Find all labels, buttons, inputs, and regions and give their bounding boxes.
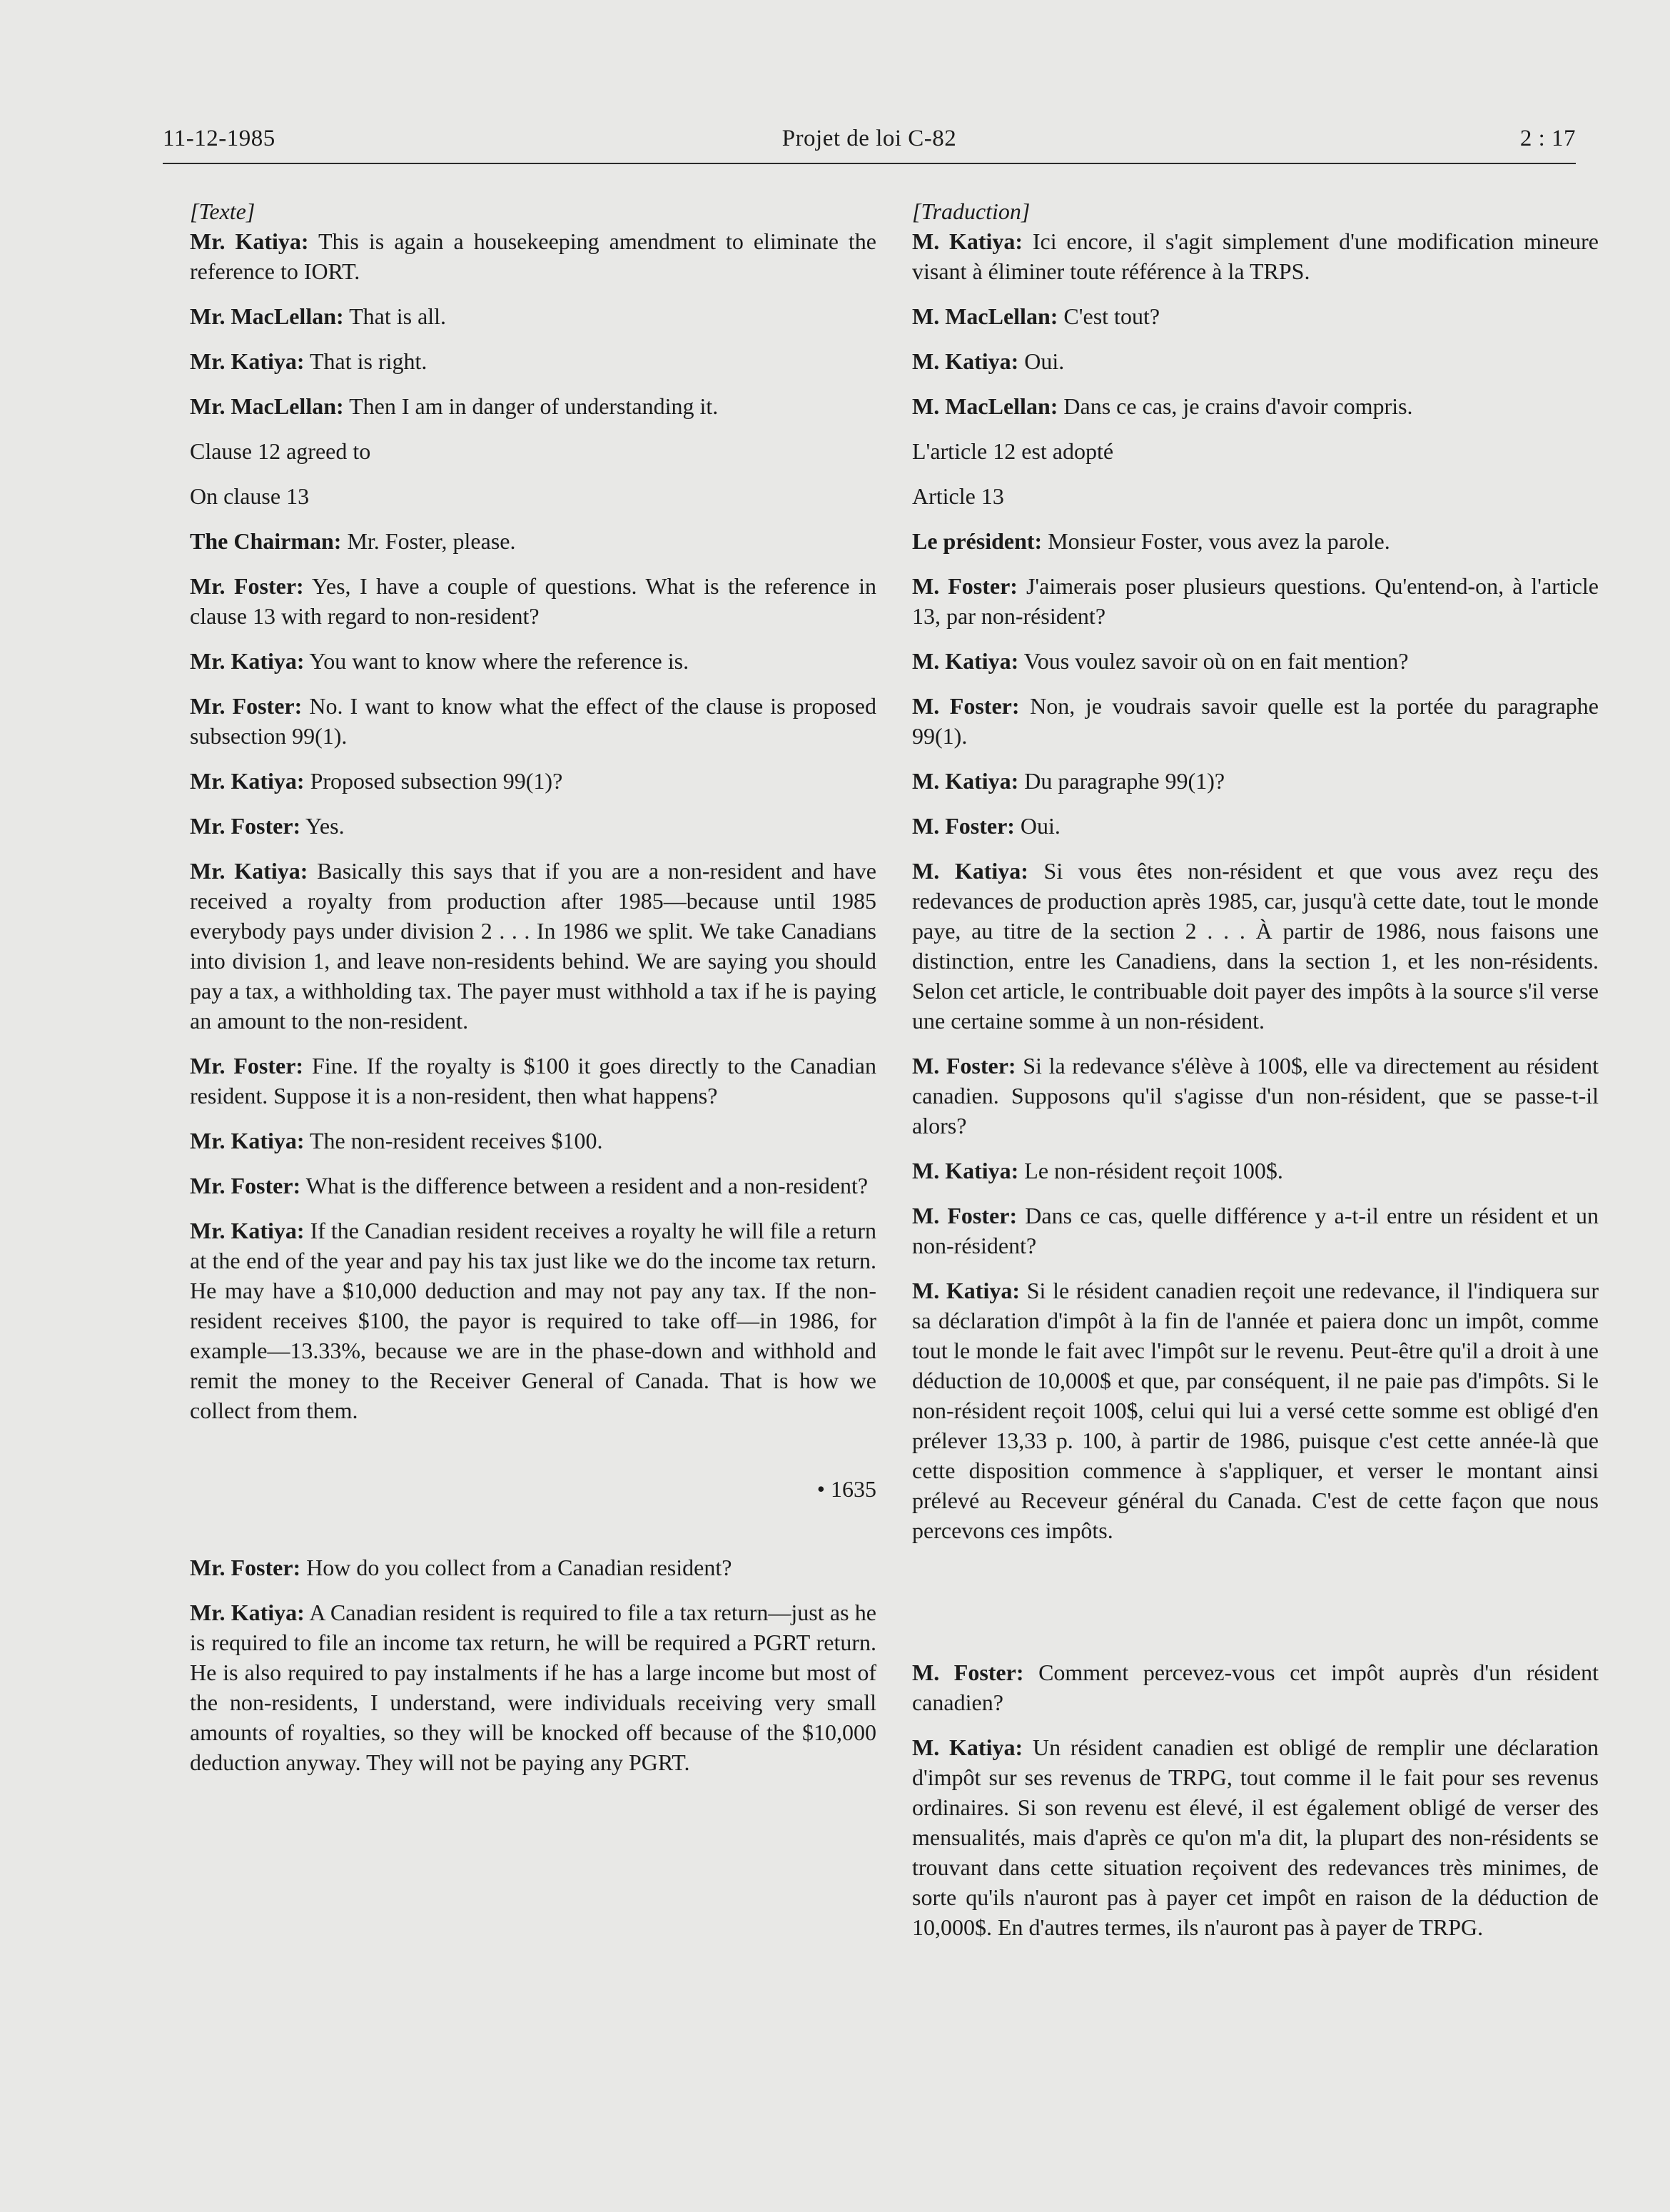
speech-text: Oui. [1014, 813, 1061, 839]
speech-text: Clause 12 agreed to [190, 438, 371, 464]
speech-paragraph [190, 1552, 876, 1582]
speech-text: If the Canadian resident receives a royalty he will file a return at the end of the year and pay his tax just like we do the income tax return. He may have a $10,000 deduction and may not pay any tax. If the non-resident receives $100, the payor is required to take off—in 1986, for example—13.33%, because we are in the phase-down and withhold and remit the money to the Receiver General of Canada. That is how we collect from them. [190, 1218, 876, 1423]
speaker-name: Mr. MacLellan: [190, 393, 344, 419]
speech-text: Monsieur Foster, vous avez la parole. [1042, 528, 1390, 554]
speech-text: No. I want to know what the effect of the clause is proposed subsection 99(1). [190, 693, 877, 749]
header-rule [163, 163, 1576, 164]
speech-text: What is the difference between a resident and a non-resident? [300, 1173, 869, 1198]
speech-text: Non, je voudrais savoir quelle est la portée du paragraphe 99(1). [912, 693, 1599, 749]
translation-label: [Traduction] [912, 198, 1031, 224]
speech-text: Du paragraphe 99(1)? [1018, 768, 1225, 794]
speech-text: Ici encore, il s'agit simplement d'une modification mineure visant à éliminer toute référence à la TRPS. [912, 228, 1599, 284]
procedural-note [912, 436, 1599, 466]
speaker-name: M. Katiya: [912, 1734, 1023, 1760]
speaker-name: Le président: [912, 528, 1043, 554]
speech-paragraph [190, 1216, 876, 1425]
speech-paragraph [912, 1201, 1599, 1261]
speech-text: On clause 13 [190, 483, 310, 509]
speech-text: A Canadian resident is required to file a tax return—just as he is required to file an income tax return, he will be required a PGRT return. He is also required to pay instalments if he has a large income but most of the non-residents, I understand, were individuals receiving very small amounts of royalties, so they will be knocked off because of the $10,000 deduction anyway. They will not be paying any PGRT. [190, 1600, 877, 1775]
speaker-name: Mr. Katiya: [190, 768, 305, 794]
speech-text: Dans ce cas, quelle différence y a-t-il entre un résident et un non-résident? [912, 1203, 1599, 1258]
speech-paragraph [912, 1276, 1599, 1545]
speaker-name: Mr. Foster: [190, 1173, 301, 1198]
speech-text: You want to know where the reference is. [304, 648, 689, 674]
speech-paragraph [190, 766, 876, 796]
speech-text: L'article 12 est adopté [912, 438, 1114, 464]
speech-text: Article 13 [912, 483, 1004, 509]
speech-paragraph [912, 646, 1599, 676]
speaker-name: Mr. Katiya: [190, 1128, 305, 1153]
procedural-note [190, 481, 876, 511]
speech-text: This is again a housekeeping amendment to eliminate the reference to IORT. [190, 228, 876, 284]
speech-text: Dans ce cas, je crains d'avoir compris. [1058, 393, 1413, 419]
speaker-name: M. Katiya: [912, 858, 1028, 884]
speaker-name: Mr. Katiya: [190, 228, 309, 254]
speaker-name: Mr. Katiya: [190, 348, 305, 374]
procedural-note [912, 481, 1599, 511]
speech-paragraph [190, 1597, 876, 1777]
speech-text: How do you collect from a Canadian resident? [300, 1555, 732, 1580]
speaker-name: M. Foster: [912, 1203, 1018, 1228]
speaker-name: M. Foster: [912, 573, 1018, 599]
speech-text: Si le résident canadien reçoit une redevance, il l'indiquera sur sa déclaration d'impôt à la fin de l'année et paiera donc un impôt, comme tout le monde le fait avec l'impôt sur le revenu. Peut-être qu'il a droit à une déduction de 10,000$ et que, par conséquent, il ne paie pas d'impôts. Si le non-résident reçoit 100$, celui qui lui a versé cette somme est obligé d'en prélever 13,33 p. 100, à partir de 1986, puisque c'est cette année-là que cette disposition commence à s'appliquer, et verser le montant ainsi prélevé au Receveur général du Canada. C'est de cette façon que nous percevons ces impôts. [912, 1278, 1599, 1543]
speech-paragraph [912, 526, 1599, 556]
speech-paragraph [190, 1051, 876, 1111]
speaker-name: The Chairman: [190, 528, 342, 554]
speech-text: Si la redevance s'élève à 100$, elle va directement au résident canadien. Supposons qu'il s'agisse d'un non-résident, que se passe-t-il alors? [912, 1053, 1599, 1138]
speech-text: C'est tout? [1058, 303, 1160, 329]
speaker-name: M. Katiya: [912, 768, 1019, 794]
speaker-name: Mr. Foster: [190, 813, 301, 839]
speech-text: J'aimerais poser plusieurs questions. Qu'entend-on, à l'article 13, par non-résident? [912, 573, 1599, 629]
speech-paragraph [912, 391, 1599, 421]
french-paragraphs-continued [912, 1657, 1599, 1942]
speech-paragraph [190, 346, 876, 376]
french-column [912, 196, 1599, 1942]
speech-paragraph [912, 1732, 1599, 1942]
header-page-number: 2 : 17 [1519, 126, 1576, 151]
speech-paragraph [912, 1051, 1599, 1141]
speech-text: Basically this says that if you are a non-resident and have received a royalty from production after 1985—because until 1985 everybody pays under division 2 . . . In 1986 we split. We take Canadians into division 1, and leave non-residents behind. We are saying you should pay a tax, a withholding tax. The payer must withhold a tax if he is paying an amount to the non-resident. [190, 858, 877, 1034]
french-paragraphs [912, 226, 1599, 1545]
speech-paragraph [912, 226, 1599, 286]
speech-paragraph [912, 571, 1599, 631]
speaker-name: M. Foster: [912, 813, 1015, 839]
speech-paragraph [190, 391, 876, 421]
speaker-name: Mr. Foster: [190, 1053, 304, 1079]
speaker-name: Mr. Foster: [190, 1555, 301, 1580]
speaker-name: Mr. Katiya: [190, 648, 305, 674]
speech-text: Le non-résident reçoit 100$. [1018, 1158, 1283, 1183]
speech-text: Si vous êtes non-résident et que vous avez reçu des redevances de production après 1985, car, jusqu'à cette date, tout le monde paye, au titre de la section 2 . . . À partir de 1986, nous faisons une distinction, entre les Canadiens, dans la section 1, et les non-résidents. Selon cet article, le contribuable doit payer des impôts à la source s'il verse une certaine somme à un non-résident. [912, 858, 1599, 1034]
text-label: [Texte] [190, 198, 255, 224]
speech-paragraph [190, 226, 876, 286]
speaker-name: M. Katiya: [912, 1158, 1019, 1183]
speech-paragraph [190, 1171, 876, 1201]
speech-text: Yes. [300, 813, 345, 839]
speech-text: Comment percevez-vous cet impôt auprès d'un résident canadien? [912, 1660, 1599, 1715]
english-paragraphs-continued [190, 1552, 876, 1777]
speech-text: Proposed subsection 99(1)? [304, 768, 563, 794]
speaker-name: M. Foster: [912, 693, 1020, 719]
procedural-note [190, 436, 876, 466]
speech-paragraph [912, 856, 1599, 1036]
speech-paragraph [190, 691, 876, 751]
speech-text: Fine. If the royalty is $100 it goes directly to the Canadian resident. Suppose it is a non-resident, then what happens? [190, 1053, 877, 1108]
english-column [190, 196, 876, 1777]
header-title: Projet de loi C-82 [781, 126, 957, 151]
page-header [163, 126, 1576, 161]
speech-text: The non-resident receives $100. [304, 1128, 603, 1153]
speaker-name: Mr. Katiya: [190, 1600, 305, 1625]
speech-paragraph [190, 526, 876, 556]
speaker-name: Mr. Katiya: [190, 858, 308, 884]
speech-paragraph [190, 1126, 876, 1156]
speaker-name: Mr. Foster: [190, 693, 303, 719]
speaker-name: M. Foster: [912, 1053, 1016, 1079]
speech-paragraph [912, 346, 1599, 376]
speech-paragraph [190, 571, 876, 631]
speech-paragraph [912, 766, 1599, 796]
speaker-name: M. Katiya: [912, 228, 1023, 254]
speaker-name: Mr. Katiya: [190, 1218, 305, 1243]
speech-paragraph [190, 646, 876, 676]
speech-text: That is right. [304, 348, 427, 374]
speech-text: Mr. Foster, please. [341, 528, 516, 554]
speech-paragraph [190, 811, 876, 841]
speech-paragraph [912, 301, 1599, 331]
speech-paragraph [912, 1657, 1599, 1717]
speech-text: That is all. [343, 303, 447, 329]
speaker-name: Mr. Foster: [190, 573, 304, 599]
speaker-name: M. Katiya: [912, 648, 1019, 674]
speaker-name: M. Foster: [912, 1660, 1024, 1685]
english-paragraphs [190, 226, 876, 1425]
speaker-name: M. Katiya: [912, 348, 1019, 374]
speaker-name: Mr. MacLellan: [190, 303, 344, 329]
speech-paragraph [912, 811, 1599, 841]
speech-paragraph [912, 691, 1599, 751]
speech-paragraph [912, 1156, 1599, 1186]
speech-paragraph [190, 301, 876, 331]
speech-text: Then I am in danger of understanding it. [343, 393, 719, 419]
speech-text: Vous voulez savoir où on en fait mention? [1018, 648, 1409, 674]
time-mark: • 1635 [816, 1476, 876, 1502]
speech-text: Oui. [1018, 348, 1065, 374]
speech-text: Un résident canadien est obligé de remplir une déclaration d'impôt sur ses revenus de TRPG, tout comme il le fait pour ses revenus ordinaires. Si son revenu est élevé, il est également obligé de verser des mensualités, mais d'après ce qu'on m'a dit, la plupart des non-résidents se trouvant dans cette situation reçoivent des redevances très minimes, de sorte qu'ils n'auront pas à payer cet impôt en raison de la déduction de 10,000$. En d'autres termes, ils n'auront pas à payer de TRPG. [912, 1734, 1599, 1940]
header-date: 11-12-1985 [163, 126, 275, 151]
speaker-name: M. MacLellan: [912, 393, 1058, 419]
speech-paragraph [190, 856, 876, 1036]
speaker-name: M. Katiya: [912, 1278, 1021, 1303]
speaker-name: M. MacLellan: [912, 303, 1058, 329]
speech-text: Yes, I have a couple of questions. What is the reference in clause 13 with regard to non-resident? [190, 573, 876, 629]
